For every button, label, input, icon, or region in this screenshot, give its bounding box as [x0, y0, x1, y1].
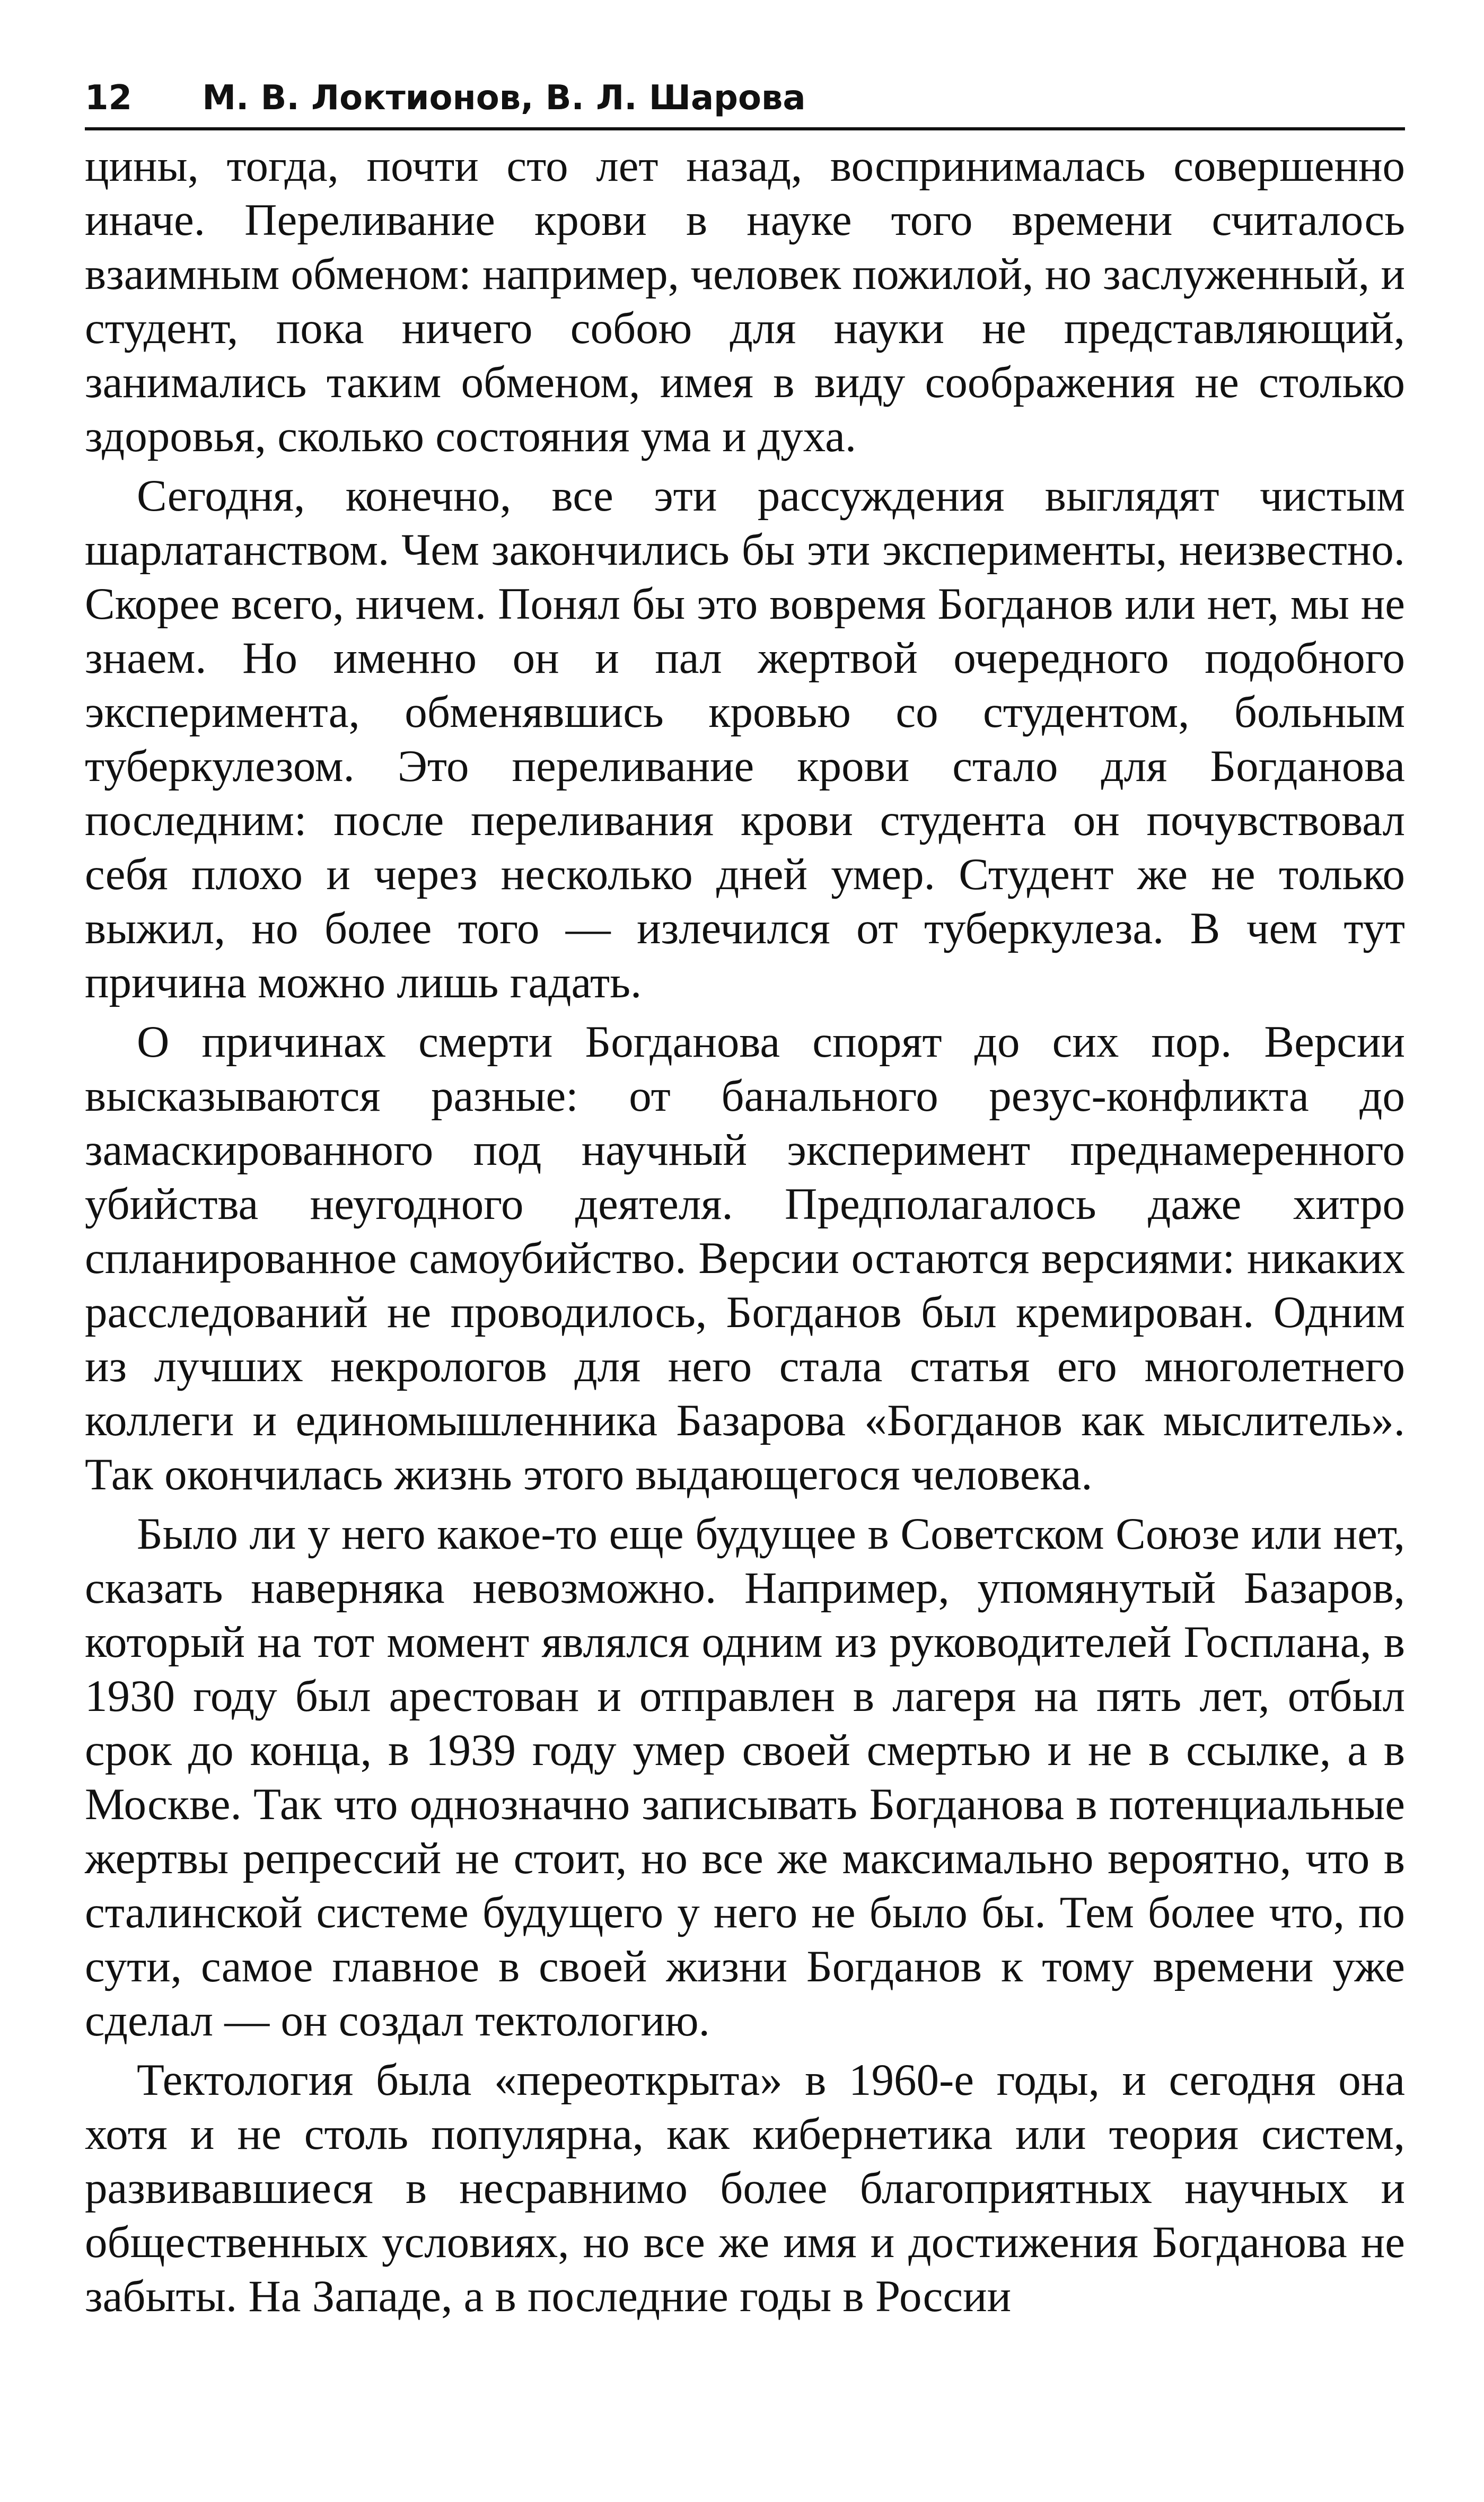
paragraph: О причинах смерти Богданова спорят до сих пор. Версии высказываются разные: от банального резус-конфликта до замаскированного под научный эксперимент преднамеренного убийства неугодного деятеля. Предполагалось даже хитро спланированное самоубийство. Версии остаются версиями: никаких расследований не проводилось, Богданов был кремирован. Одним из лучших некрологов для него стала статья его многолетнего коллеги и единомышленника Базарова «Богданов как мыслитель». Так окончилась жизнь этого выдающегося человека. [85, 1017, 1405, 1499]
header-authors: М. В. Локтионов, В. Л. Шарова [202, 78, 806, 118]
paragraph: Было ли у него какое-то еще будущее в Советском Союзе или нет, сказать наверняка невозможно. Например, упомянутый Базаров, который на тот момент являлся одним из руководителей Госплана, в 1930 году был арестован и отправлен в лагеря на пять лет, отбыл срок до конца, в 1939 году умер своей смертью и не в ссылке, а в Москве. Так что однозначно записывать Богданова в потенциальные жертвы репрессий не стоит, но все же максимально вероятно, что в сталинской системе будущего у него не было бы. Тем более что, по сути, самое главное в своей жизни Богданов к тому времени уже сделал — он создал тектологию. [85, 1509, 1405, 2046]
running-header [85, 69, 1405, 130]
paragraph: Сегодня, конечно, все эти рассуждения выглядят чистым шарлатанством. Чем закончились бы эти эксперименты, неизвестно. Скорее всего, ничем. Понял бы это вовремя Богданов или нет, мы не знаем. Но именно он и пал жертвой очередного подобного эксперимента, обменявшись кровью со студентом, больным туберкулезом. Это переливание крови стало для Богданова последним: после переливания крови студента он почувствовал себя плохо и через несколько дней умер. Студент же не только выжил, но более того — излечился от туберкулеза. В чем тут причина можно лишь гадать. [85, 471, 1405, 1007]
paragraph-continued: цины, тогда, почти сто лет назад, воспринималась совершенно иначе. Переливание крови в науке того времени считалось взаимным обменом: например, человек пожилой, но заслуженный, и студент, пока ничего собою для науки не представляющий, занимались таким обменом, имея в виду соображения не столько здоровья, сколько состояния ума и духа. [85, 141, 1405, 461]
page-number: 12 [85, 78, 133, 118]
paragraph: Тектология была «переоткрыта» в 1960-е годы, и сегодня она хотя и не столь популярна, как кибернетика или теория систем, развивавшиеся в несравнимо более благоприятных научных и общественных условиях, но все же имя и достижения Богданова не забыты. На Западе, а в последние годы в России [85, 2055, 1405, 2321]
body-text [85, 139, 1405, 2329]
